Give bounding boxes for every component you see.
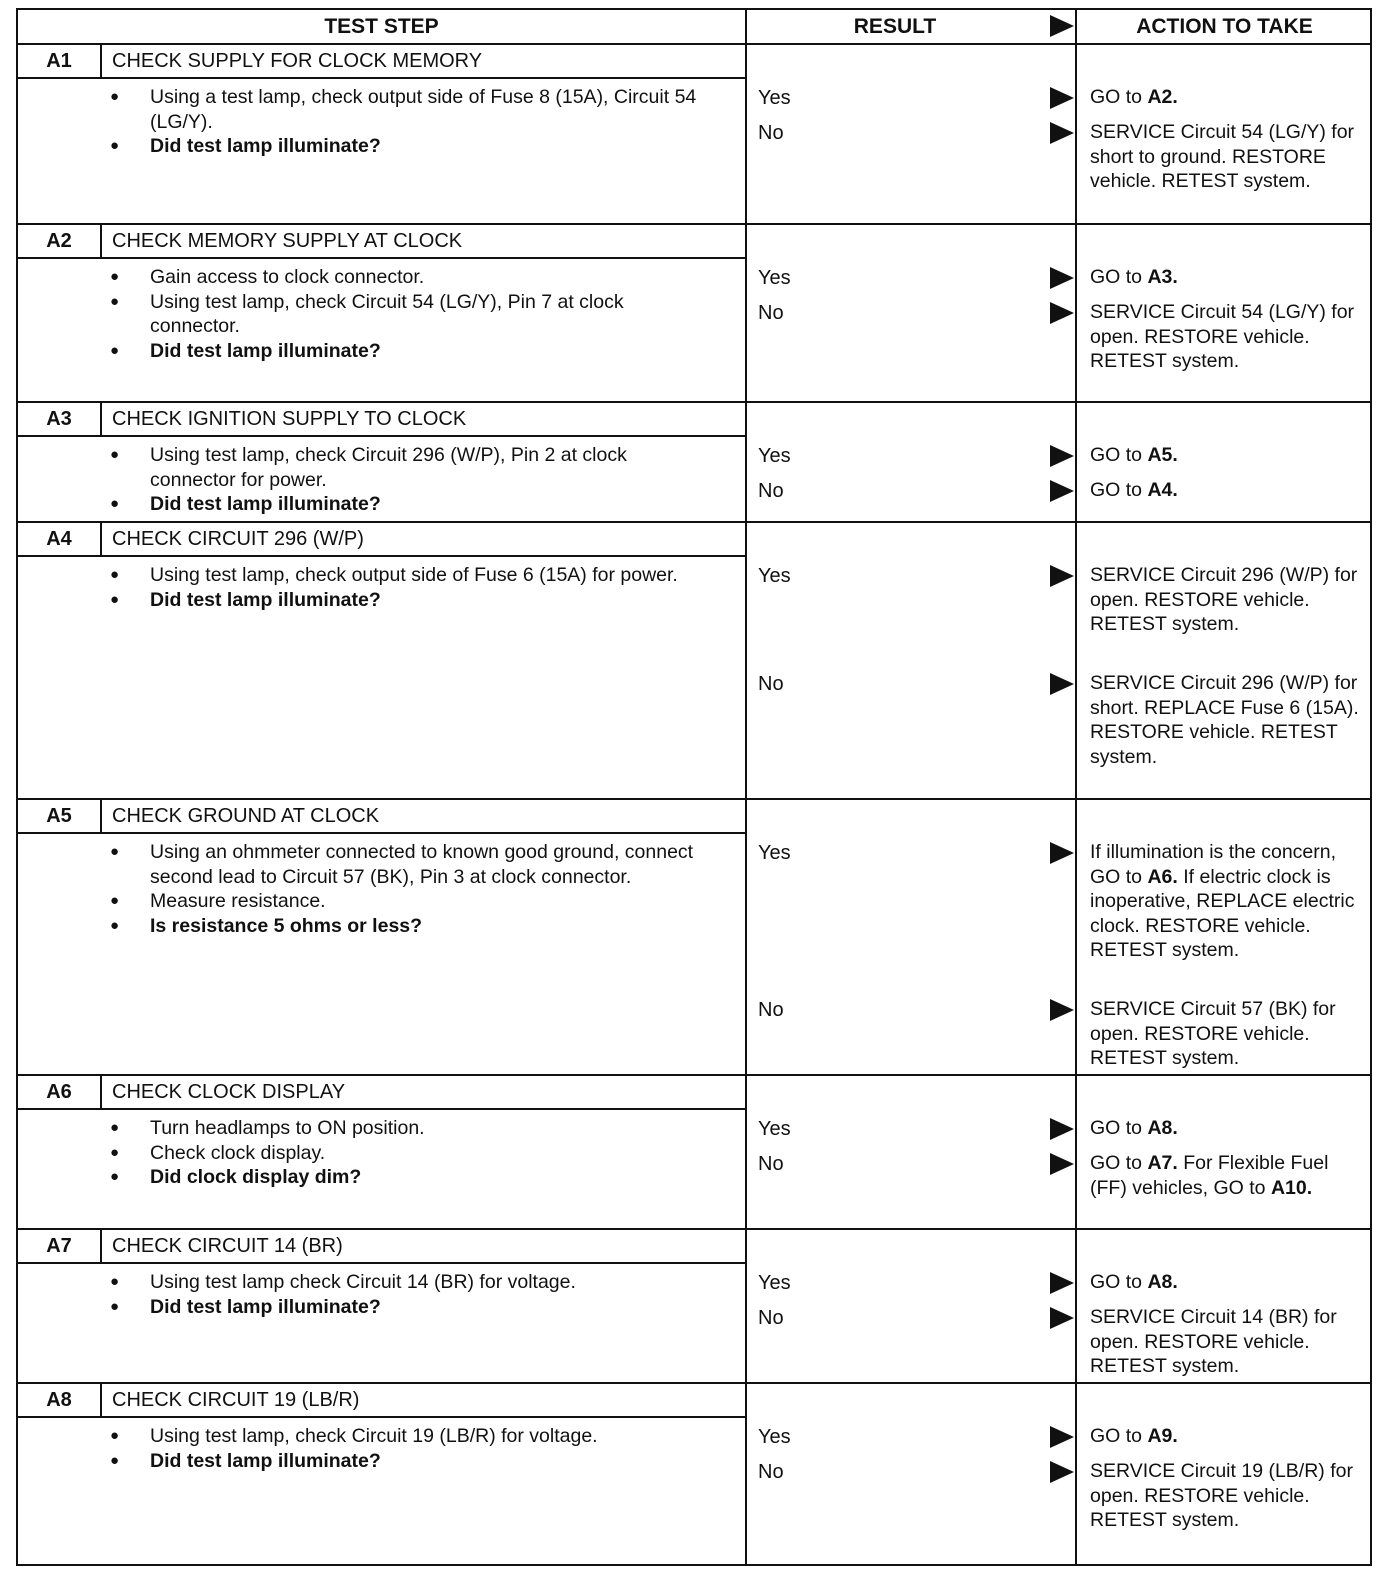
step-id-divider	[100, 800, 102, 834]
step-id: A6	[46, 1081, 72, 1103]
header-action-to-take: ACTION TO TAKE	[1136, 15, 1313, 38]
arrow-icon	[1050, 1307, 1074, 1329]
step-title: CHECK IGNITION SUPPLY TO CLOCK	[112, 408, 467, 430]
action-yes: GO to A3.	[1090, 266, 1178, 288]
step-title-divider	[18, 435, 745, 437]
action-column-divider	[1075, 10, 1077, 1566]
instruction-item: ● Measure resistance.	[106, 889, 706, 914]
instruction-question: ● Did test lamp illuminate?	[106, 1449, 706, 1474]
arrow-icon	[1050, 1426, 1074, 1448]
step-title-divider	[18, 77, 745, 79]
step-title: CHECK CLOCK DISPLAY	[112, 1081, 346, 1103]
arrow-icon	[1050, 122, 1074, 144]
action-no: SERVICE Circuit 54 (LG/Y) for open. RESTORE vehicle. RETEST system.	[1090, 301, 1355, 372]
result-yes: Yes	[758, 1426, 791, 1448]
step-title: CHECK MEMORY SUPPLY AT CLOCK	[112, 230, 463, 252]
instruction-question: ● Did test lamp illuminate?	[106, 1295, 706, 1320]
result-yes: Yes	[758, 445, 791, 467]
step-title: CHECK CIRCUIT 296 (W/P)	[112, 528, 364, 550]
step-instructions	[106, 85, 706, 159]
action-no: GO to A4.	[1090, 479, 1178, 501]
step-id-divider	[100, 1076, 102, 1110]
step-id: A5	[46, 805, 72, 827]
result-yes: Yes	[758, 1272, 791, 1294]
step-title: CHECK CIRCUIT 14 (BR)	[112, 1235, 343, 1257]
arrow-icon	[1050, 1118, 1074, 1140]
instruction-item: ● Using test lamp check Circuit 14 (BR) for voltage.	[106, 1270, 706, 1295]
arrow-icon	[1050, 267, 1074, 289]
action-no: SERVICE Circuit 19 (LB/R) for open. RESTORE vehicle. RETEST system.	[1090, 1460, 1353, 1531]
step-title: CHECK CIRCUIT 19 (LB/R)	[112, 1389, 360, 1411]
result-no: No	[758, 122, 784, 144]
step-id-divider	[100, 45, 102, 79]
arrow-icon	[1050, 1461, 1074, 1483]
arrow-icon	[1050, 302, 1074, 324]
step-instructions	[106, 1424, 706, 1473]
step-instructions	[106, 265, 706, 363]
instruction-item: ● Using an ohmmeter connected to known good ground, connect second lead to Circuit 57 (BK), Pin 3 at clock connector.	[106, 840, 706, 889]
header-test-step: TEST STEP	[324, 15, 439, 38]
step-id: A4	[46, 528, 72, 550]
instruction-item: ● Check clock display.	[106, 1141, 706, 1166]
arrow-icon	[1050, 1153, 1074, 1175]
result-no: No	[758, 302, 784, 324]
instruction-question: ● Did test lamp illuminate?	[106, 134, 706, 159]
step-title: CHECK SUPPLY FOR CLOCK MEMORY	[112, 50, 483, 72]
result-no: No	[758, 999, 784, 1021]
instruction-item: ● Using test lamp, check Circuit 54 (LG/Y), Pin 7 at clock connector.	[106, 290, 706, 339]
action-yes: GO to A2.	[1090, 86, 1178, 108]
action-yes: GO to A8.	[1090, 1271, 1178, 1293]
instruction-question: ● Did test lamp illuminate?	[106, 339, 706, 364]
result-yes: Yes	[758, 565, 791, 587]
action-yes: GO to A9.	[1090, 1425, 1178, 1447]
instruction-item: ● Gain access to clock connector.	[106, 265, 706, 290]
step-id-divider	[100, 225, 102, 259]
step-id-divider	[100, 523, 102, 557]
action-yes: GO to A5.	[1090, 444, 1178, 466]
instruction-question: ● Did clock display dim?	[106, 1165, 706, 1190]
step-title-divider	[18, 832, 745, 834]
result-yes: Yes	[758, 842, 791, 864]
result-no: No	[758, 1461, 784, 1483]
arrow-icon	[1050, 445, 1074, 467]
step-instructions	[106, 1116, 706, 1190]
header-result: RESULT	[853, 15, 937, 38]
instruction-item: ● Using test lamp, check Circuit 19 (LB/R) for voltage.	[106, 1424, 706, 1449]
result-no: No	[758, 1153, 784, 1175]
result-no: No	[758, 1307, 784, 1329]
action-no: SERVICE Circuit 296 (W/P) for short. REPLACE Fuse 6 (15A). RESTORE vehicle. RETEST system.	[1090, 672, 1359, 768]
step-title-divider	[18, 555, 745, 557]
action-no: SERVICE Circuit 14 (BR) for open. RESTORE vehicle. RETEST system.	[1090, 1306, 1337, 1377]
step-id: A8	[46, 1389, 72, 1411]
action-no: SERVICE Circuit 54 (LG/Y) for short to ground. RESTORE vehicle. RETEST system.	[1090, 121, 1355, 192]
action-no: SERVICE Circuit 57 (BK) for open. RESTORE vehicle. RETEST system.	[1090, 998, 1336, 1069]
instruction-question: ● Did test lamp illuminate?	[106, 492, 706, 517]
arrow-icon	[1050, 87, 1074, 109]
step-id-divider	[100, 1230, 102, 1264]
arrow-icon	[1050, 480, 1074, 502]
step-id: A3	[46, 408, 72, 430]
step-title: CHECK GROUND AT CLOCK	[112, 805, 380, 827]
instruction-item: ● Using test lamp, check output side of Fuse 6 (15A) for power.	[106, 563, 706, 588]
result-yes: Yes	[758, 87, 791, 109]
step-instructions	[106, 840, 706, 938]
action-no: GO to A7. For Flexible Fuel (FF) vehicles, GO to A10.	[1090, 1152, 1329, 1199]
arrow-icon	[1050, 1272, 1074, 1294]
step-id-divider	[100, 1384, 102, 1418]
header-arrow-icon	[1050, 15, 1074, 37]
step-title-divider	[18, 257, 745, 259]
result-column-divider	[745, 10, 747, 1566]
step-title-divider	[18, 1108, 745, 1110]
result-no: No	[758, 673, 784, 695]
step-title-divider	[18, 1262, 745, 1264]
arrow-icon	[1050, 842, 1074, 864]
result-yes: Yes	[758, 267, 791, 289]
step-id: A2	[46, 230, 72, 252]
arrow-icon	[1050, 673, 1074, 695]
step-instructions	[106, 1270, 706, 1319]
arrow-icon	[1050, 565, 1074, 587]
instruction-item: ● Using a test lamp, check output side of Fuse 8 (15A), Circuit 54 (LG/Y).	[106, 85, 706, 134]
action-yes: GO to A8.	[1090, 1117, 1178, 1139]
step-title-divider	[18, 1416, 745, 1418]
action-yes: If illumination is the concern, GO to A6. If electric clock is inoperative, REPLACE electric clock. RESTORE vehicle. RETEST system.	[1090, 841, 1355, 961]
instruction-question: ● Did test lamp illuminate?	[106, 588, 706, 613]
action-yes: SERVICE Circuit 296 (W/P) for open. RESTORE vehicle. RETEST system.	[1090, 564, 1358, 635]
step-instructions	[106, 443, 706, 517]
step-instructions	[106, 563, 706, 612]
arrow-icon	[1050, 999, 1074, 1021]
table-header	[18, 10, 1370, 45]
instruction-item: ● Using test lamp, check Circuit 296 (W/P), Pin 2 at clock connector for power.	[106, 443, 706, 492]
result-no: No	[758, 480, 784, 502]
step-id: A1	[46, 50, 72, 72]
instruction-question: ● Is resistance 5 ohms or less?	[106, 914, 706, 939]
result-yes: Yes	[758, 1118, 791, 1140]
step-id-divider	[100, 403, 102, 437]
step-id: A7	[46, 1235, 72, 1257]
diagnostic-table	[16, 8, 1372, 1566]
instruction-item: ● Turn headlamps to ON position.	[106, 1116, 706, 1141]
